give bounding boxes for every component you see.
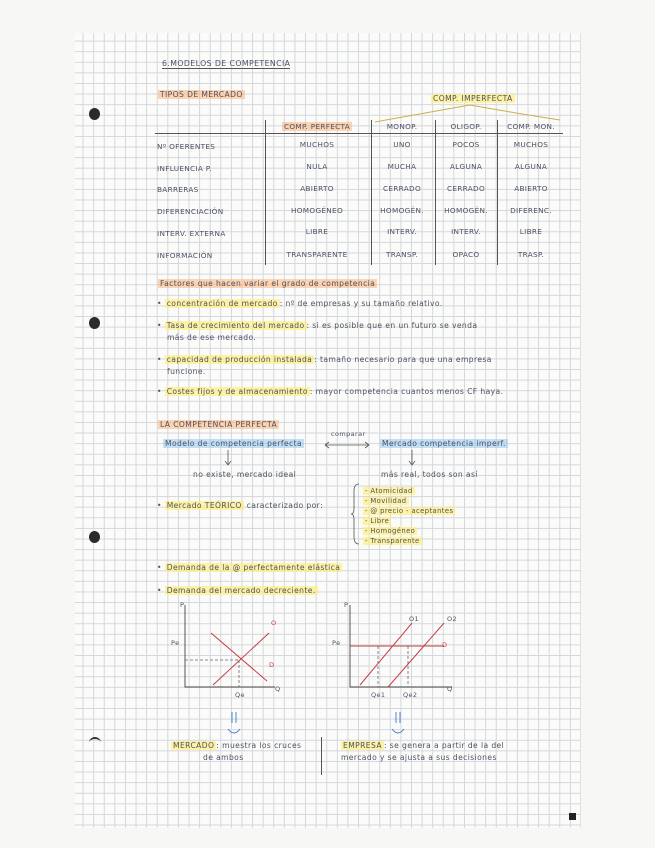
graph-right-p-label: P bbox=[344, 601, 349, 609]
table-cell: ABIERTO bbox=[300, 184, 334, 193]
double-arrow-icon bbox=[323, 441, 373, 449]
comp-imperfecta-label: COMP. IMPERFECTA bbox=[433, 94, 513, 103]
table-cell: TRANSPARENTE bbox=[286, 250, 348, 259]
table-cell: HOMOGÉNEO bbox=[290, 206, 344, 215]
table-cell: INTERV. bbox=[451, 227, 481, 236]
table-row-label: INTERV. EXTERNA bbox=[157, 229, 226, 238]
table-header: MONOP. bbox=[386, 122, 418, 131]
down-arrow-icon bbox=[407, 449, 417, 467]
mas-real-text: más real, todos son así bbox=[381, 470, 478, 479]
table-header: COMP. PERFECTA bbox=[283, 122, 351, 131]
table-cell: TRANSP. bbox=[386, 250, 418, 259]
table-cell: POCOS bbox=[452, 140, 480, 149]
table-cell: ABIERTO bbox=[514, 184, 548, 193]
graph-left-qe-label: Qe bbox=[235, 691, 245, 699]
competencia-perfecta-heading: LA COMPETENCIA PERFECTA bbox=[160, 420, 278, 429]
caracteristica-item: - @ precio - aceptantes bbox=[365, 507, 454, 515]
table-divider bbox=[371, 120, 372, 265]
factor-item: • Costes fijos y de almacenamiento : mayor competencia cuantos menos CF haya. bbox=[157, 387, 504, 396]
factor-item: • capacidad de producción instalada : tamaño necesario para que una empresa bbox=[157, 355, 492, 364]
table-cell: LIBRE bbox=[519, 227, 543, 236]
modelo-label: Modelo de competencia perfecta bbox=[165, 439, 303, 448]
table-divider bbox=[497, 120, 498, 265]
table-cell: UNO bbox=[393, 140, 411, 149]
curly-brace-icon bbox=[351, 483, 361, 545]
table-cell: INTERV. bbox=[387, 227, 417, 236]
mercado-note: MERCADO : muestra los cruces bbox=[173, 741, 302, 750]
punch-hole bbox=[89, 317, 100, 329]
empresa-note-cont: mercado y se ajusta a sus decisiones bbox=[341, 753, 497, 762]
demanda-mercado: • Demanda del mercado decreciente. bbox=[157, 586, 316, 595]
table-cell: CERRADO bbox=[446, 184, 485, 193]
bracket-lines bbox=[75, 33, 580, 133]
table-cell: ALGUNA bbox=[449, 162, 483, 171]
table-cell: HOMOGÉN. bbox=[380, 206, 424, 215]
table-cell: CERRADO bbox=[382, 184, 421, 193]
table-cell: DIFERENC. bbox=[510, 206, 552, 215]
empresa-note: EMPRESA : se genera a partir de la del bbox=[343, 741, 505, 750]
implies-arrow-icon bbox=[225, 711, 245, 741]
caracteristica-item: - Atomicidad bbox=[365, 487, 413, 495]
table-cell: MUCHOS bbox=[513, 140, 549, 149]
tipos-label: TIPOS DE MERCADO bbox=[160, 90, 243, 99]
factor-item-cont: más de ese mercado. bbox=[167, 333, 257, 342]
mercado-imperf-label: Mercado competencia imperf. bbox=[382, 439, 506, 448]
table-row-label: BARRERAS bbox=[157, 185, 199, 194]
table-divider bbox=[435, 120, 436, 265]
punch-hole bbox=[89, 737, 101, 745]
caracteristica-item: - Homogéneo bbox=[365, 527, 416, 535]
bottom-divider bbox=[321, 737, 322, 775]
graph-right-o1-label: O1 bbox=[409, 615, 420, 623]
table-row-label: INFORMACIÓN bbox=[157, 251, 213, 260]
graph-left-q-label: Q bbox=[275, 685, 281, 693]
notebook-page bbox=[75, 33, 581, 828]
table-cell: NULA bbox=[306, 162, 328, 171]
table-cell: ALGUNA bbox=[514, 162, 548, 171]
caracteristica-item: - Transparente bbox=[365, 537, 420, 545]
table-cell: MUCHOS bbox=[299, 140, 335, 149]
table-row-label: DIFERENCIACIÓN bbox=[157, 207, 224, 216]
table-header: OLIGOP. bbox=[450, 122, 482, 131]
table-row-label: INFLUENCIA P. bbox=[157, 164, 212, 173]
graph-left-p-label: P bbox=[180, 601, 185, 609]
caracteristica-item: - Movilidad bbox=[365, 497, 407, 505]
no-existe-text: no existe, mercado ideal bbox=[193, 470, 297, 479]
graph-right-qe1-label: Qe1 bbox=[371, 691, 386, 699]
graph-right-o2-label: O2 bbox=[447, 615, 458, 623]
down-arrow-icon bbox=[223, 449, 233, 467]
comparar-label: comparar bbox=[331, 430, 366, 438]
table-border bbox=[155, 133, 563, 134]
graph-right-d-label: D bbox=[442, 641, 448, 649]
teorico-item: • Mercado TEÓRICO caracterizado por: bbox=[157, 501, 324, 510]
graph-left-pe-label: Pe bbox=[171, 639, 180, 647]
table-cell: MUCHA bbox=[387, 162, 417, 171]
implies-arrow-icon bbox=[389, 711, 409, 741]
factores-heading: Factores que hacen variar el grado de competencia bbox=[160, 279, 376, 288]
factor-item: • concentración de mercado : nº de empresas y su tamaño relativo. bbox=[157, 299, 443, 308]
punch-hole bbox=[89, 108, 100, 120]
demanda-empresa: • Demanda de la @ perfectamente elástica bbox=[157, 563, 341, 572]
table-row-label: Nº OFERENTES bbox=[157, 142, 216, 151]
graph-left-o-label: O bbox=[271, 619, 277, 627]
page-corner-mark bbox=[569, 813, 576, 820]
table-cell: LIBRE bbox=[305, 227, 329, 236]
table-cell: TRASP. bbox=[517, 250, 545, 259]
graph-right-qe2-label: Qe2 bbox=[403, 691, 418, 699]
page-title: 6.MODELOS DE COMPETENCIA bbox=[162, 59, 291, 68]
factor-item: • Tasa de crecimiento del mercado : si es posible que en un futuro se venda bbox=[157, 321, 478, 330]
graph-left-d-label: D bbox=[269, 661, 275, 669]
table-header: COMP. MON. bbox=[507, 122, 555, 131]
punch-hole bbox=[89, 531, 100, 543]
mercado-note-cont: de ambos bbox=[203, 753, 244, 762]
table-cell: HOMOGÉN. bbox=[444, 206, 488, 215]
table-divider bbox=[265, 120, 266, 265]
graph-right-pe-label: Pe bbox=[332, 639, 341, 647]
factor-item-cont: funcione. bbox=[167, 367, 206, 376]
graph-right-q-label: Q bbox=[447, 685, 453, 693]
caracteristica-item: - Libre bbox=[365, 517, 390, 525]
table-cell: OPACO bbox=[452, 250, 480, 259]
